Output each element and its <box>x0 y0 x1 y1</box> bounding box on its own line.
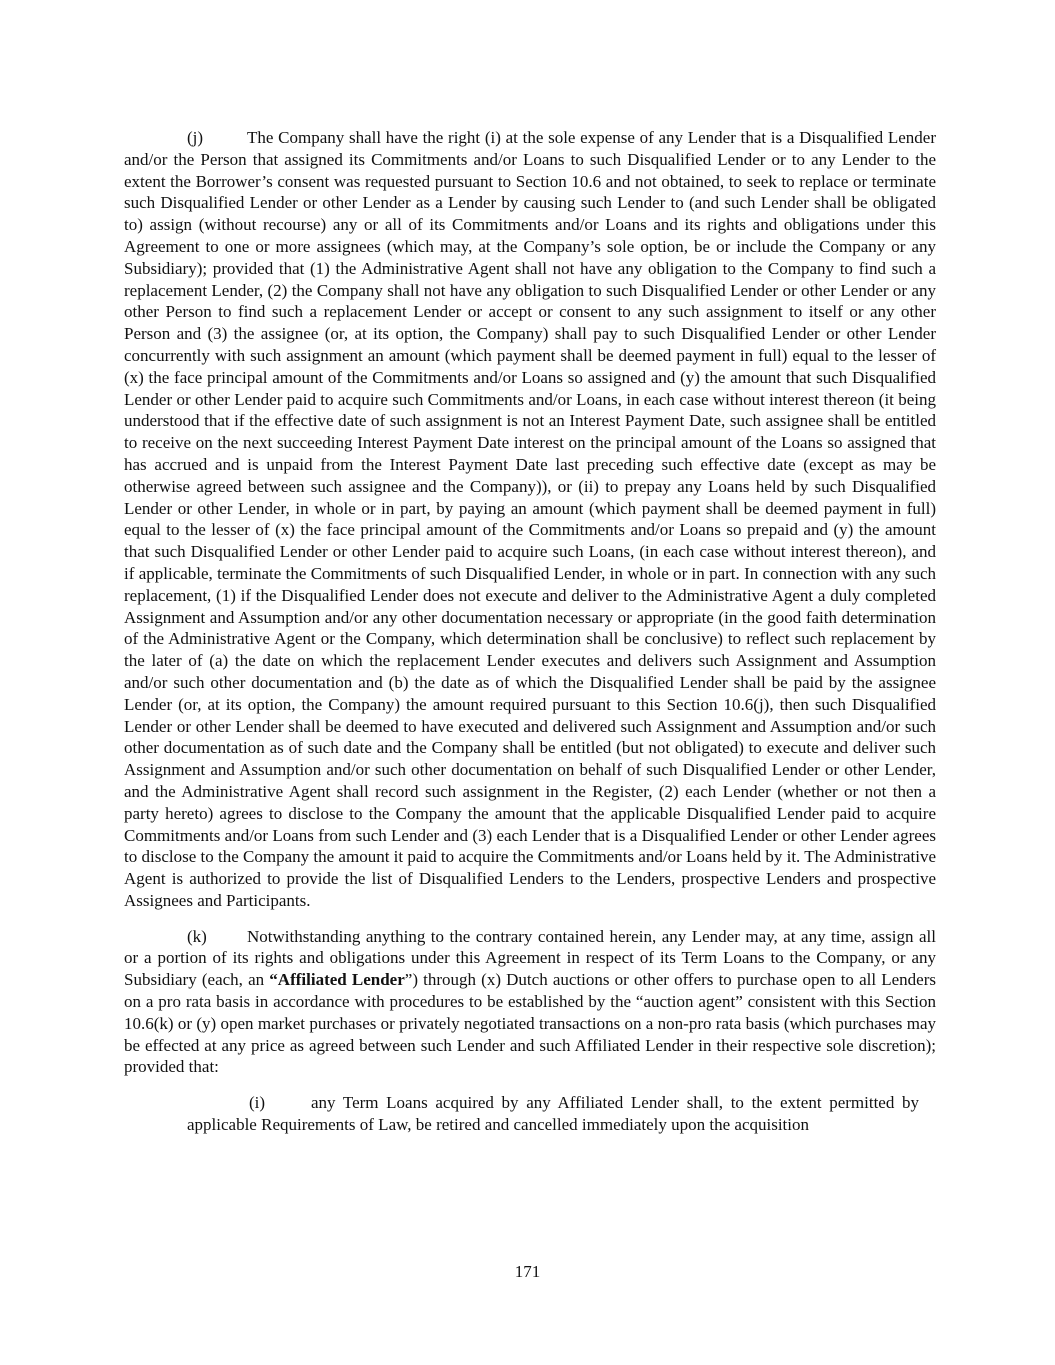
paragraph-k-i-text: any Term Loans acquired by any Affiliated Lender shall, to the extent permitted by applicable Requirements of Law, be retired and cancelled immediately upon the acquisition <box>187 1093 919 1135</box>
paragraph-k-i-label: (i) <box>249 1093 266 1113</box>
paragraph-j <box>124 127 936 912</box>
defined-term-affiliated-lender: “Affiliated Lender <box>269 970 405 990</box>
page-number: 171 <box>514 1262 541 1281</box>
paragraph-j-label: (j) <box>187 128 204 147</box>
paragraph-k-i <box>187 1092 919 1136</box>
paragraph-k-text-before: Notwithstanding anything to the contrary contained herein, any Lender may, at any time, assign all or a portion of its rights and obligations under this Agreement in respect of its Term Loans to the Company, or any Subsidiary (each, an <box>124 926 936 990</box>
paragraph-k-text-after: ”) through (x) Dutch auctions or other offers to purchase open to all Lenders on a pro rata basis in accordance with procedures to be established by the “auction agent” consistent with this Section 10.6(k) or (y) open market purchases or privately negotiated transactions on a non-pro rata basis (which purchases may be effected at any price as agreed between such Lender and such Affiliated Lender in their respective sole discretion); provided that: <box>124 970 936 1077</box>
paragraph-k <box>124 926 936 1079</box>
document-page <box>124 120 936 1136</box>
paragraph-k-label: (k) <box>187 926 207 946</box>
paragraph-j-text: The Company shall have the right (i) at the sole expense of any Lender that is a Disqualified Lender and/or the Person that assigned its Commitments and/or Loans to such Disqualified Lender or to any Lender to the extent the Borrower’s consent was requested pursuant to Section 10.6 and not obtained, to seek to replace or terminate such Disqualified Lender or other Lender as a Lender by causing such Lender to (and such Lender shall be obligated to) assign (without recourse) any or all of its Commitments and/or Loans and its rights and obligations under this Agreement to one or more assignees (which may, at the Company’s sole option, be or include the Company or any Subsidiary); provided that (1) the Administrative Agent shall not have any obligation to the Company to find such a replacement Lender, (2) the Company shall not have any obligation to such Disqualified Lender or other Lender or any other Person to find such a replacement Lender or accept or consent to any such assignment to itself or any other Person and (3) the assignee (or, at its option, the Company) shall pay to such Disqualified Lender or other Lender concurrently with such assignment an amount (which payment shall be deemed payment in full) equal to the lesser of (x) the face principal amount of the Commitments and/or Loans so assigned and (y) the amount that such Disqualified Lender or other Lender paid to acquire such Commitments and/or Loans, in each case without interest thereon (it being understood that if the effective date of such assignment is not an Interest Payment Date, such assignee shall be entitled to receive on the next succeeding Interest Payment Date interest on the principal amount of the Loans so assigned that has accrued and is unpaid from the Interest Payment Date last preceding such effective date (except as may be otherwise agreed between such assignee and the Company)), or (ii) to prepay any Loans held by such Disqualified Lender or other Lender, in whole or in part, by paying an amount (which payment shall be deemed payment in full) equal to the lesser of (x) the face principal amount of the Commitments and/or Loans so prepaid and (y) the amount that such Disqualified Lender or other Lender paid to acquire such Loans, (in each case without interest thereon), and if applicable, terminate the Commitments of such Disqualified Lender, in whole or in part. In connection with any such replacement, (1) if the Disqualified Lender does not execute and deliver to the Administrative Agent a duly completed Assignment and Assumption and/or any other documentation necessary or appropriate (in the good faith determination of the Administrative Agent or the Company, which determination shall be conclusive) to reflect such replacement by the later of (a) the date on which the replacement Lender executes and delivers such Assignment and Assumption and/or such other documentation and (b) the date as of which the Disqualified Lender shall be paid by the assignee Lender (or, at its option, the Company) the amount required pursuant to this Section 10.6(j), then such Disqualified Lender or other Lender shall be deemed to have executed and delivered such Assignment and Assumption and/or such other documentation as of such date and the Company shall be entitled (but not obligated) to execute and deliver such Assignment and Assumption and/or such other documentation on behalf of such Disqualified Lender or other Lender, and the Administrative Agent shall record such assignment in the Register, (2) each Lender (whether or not then a party hereto) agrees to disclose to the Company the amount that the applicable Disqualified Lender paid to acquire Commitments and/or Loans from such Lender and (3) each Lender that is a Disqualified Lender or other Lender agrees to disclose to the Company the amount it paid to acquire the Commitments and/or Loans held by it. The Administrative Agent is authorized to provide the list of Disqualified Lenders to the Lenders, prospective Lenders and prospective Assignees and Participants. <box>124 128 936 910</box>
